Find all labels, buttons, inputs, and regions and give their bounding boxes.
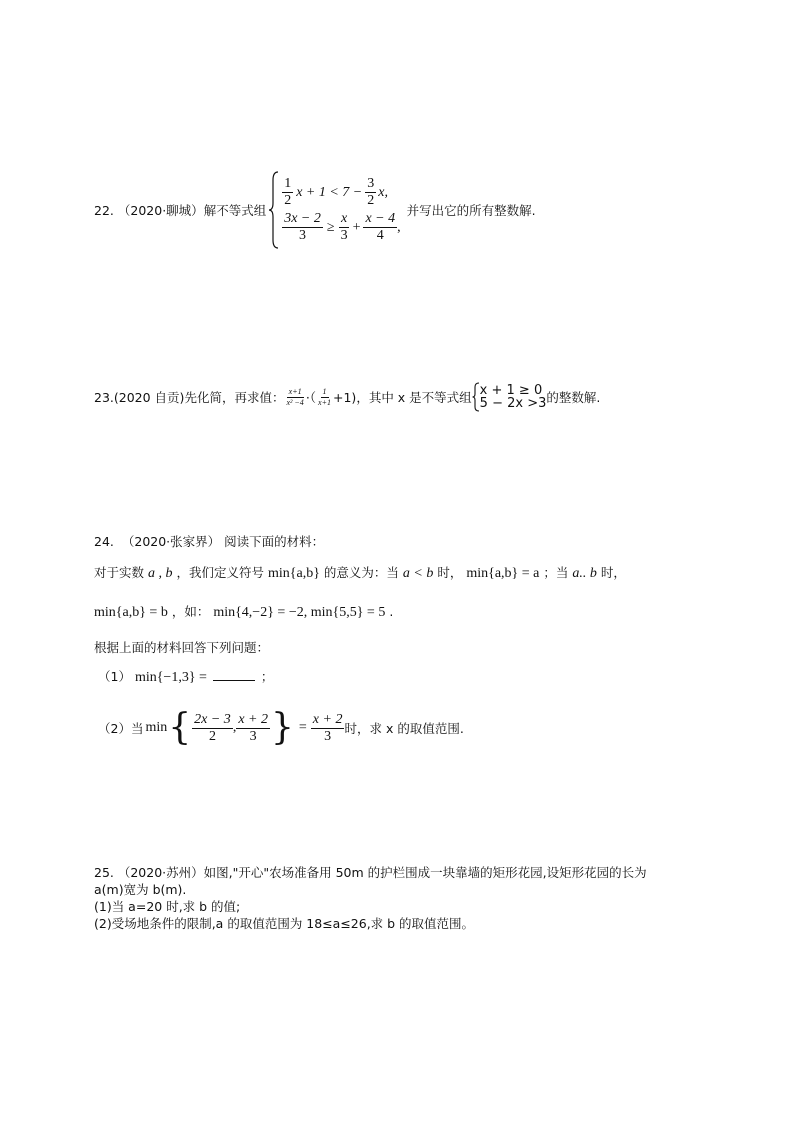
q24-part1: （1） min{−1,3} = ； xyxy=(98,669,274,685)
q23-brace xyxy=(472,382,480,412)
q24-line2: 对于实数 a , b ，我们定义符号 min{a,b} 的意义为：当 a < b 时， min{a,b} = a ；当 a.. b 时， xyxy=(94,565,626,581)
q23-system: x + 1 ≥ 0 5 − 2x >3 xyxy=(479,383,547,411)
q24-frac2: $\frac{x + 2}{3}$ xyxy=(238,711,268,744)
q23-lead: 先化简，再求值： xyxy=(184,390,285,405)
answer-blank[interactable] xyxy=(213,668,255,681)
q24-number: 24. xyxy=(94,534,114,549)
q22-block xyxy=(94,168,536,252)
q24-frac3: $\frac{x + 2}{3}$ xyxy=(312,711,343,744)
q24-line3: min{a,b} = b ，如： min{4,−2} = −2, min{5,5} = 5 . xyxy=(94,604,394,620)
q24-part2: （2）当 min { $\frac{2x - 3}{2}$ , $\frac{x + 2}{3}$ } = $\frac{x + 2}{3}$ 时，求 x 的取值范围. xyxy=(98,707,464,748)
q25-line2: a(m)宽为 b(m). xyxy=(94,882,187,897)
q25-line3: (1)当 a=20 时,求 b 的值; xyxy=(94,899,241,914)
q23-frac1: $\frac{x+1}{\text{x² −4}}$ xyxy=(286,386,304,407)
q22-ineq2: $\frac{3x - 2}{3}$ ≥ $\frac{x}{3}$ + $\frac{x - 4}{4}$ , xyxy=(284,211,401,243)
q22-ineq1: $\frac{1}{2}$ x + 1 < 7 − $\frac{3}{2}$ x, xyxy=(284,176,388,208)
q22-system xyxy=(282,177,400,243)
q23-paren: ·（ xyxy=(305,390,317,405)
q22-brace xyxy=(268,170,280,250)
q23-block xyxy=(94,380,600,414)
q24-source: （2020·张家界） xyxy=(121,534,221,549)
q24-lead: 阅读下面的材料： xyxy=(224,534,325,549)
q25-block xyxy=(94,864,647,932)
q24-left-brace: { xyxy=(168,707,192,748)
q23-tail: 的整数解. xyxy=(546,390,601,405)
q22-source: （2020·聊城） xyxy=(117,203,204,218)
q23-middle: ，其中 x 是不等式组 xyxy=(356,390,472,405)
q22-lead: 解不等式组 xyxy=(203,203,267,218)
q22-tail: 并写出它的所有整数解. xyxy=(406,203,536,218)
q24-right-brace: } xyxy=(270,707,294,748)
q23-source: (2020 自贡) xyxy=(113,390,185,405)
q23-paren-tail: +1) xyxy=(333,389,357,405)
q24-line4: 根据上面的材料回答下列问题： xyxy=(94,640,270,655)
q23-frac2: $\frac{1}{x+1}$ xyxy=(318,386,331,407)
q24-header xyxy=(94,532,324,550)
q24-frac1: $\frac{2x - 3}{2}$ xyxy=(194,711,231,744)
q22-number: 22. xyxy=(94,202,114,218)
q25-line4: (2)受场地条件的限制,a 的取值范围为 18≤a≤26,求 b 的取值范围。 xyxy=(94,916,475,931)
q23-number: 23. xyxy=(94,389,114,405)
q25-line1: 25. （2020·苏州）如图,"开心"农场准备用 50m 的护栏围成一块靠墙的矩形花园,设矩形花园的长为 xyxy=(94,865,647,880)
